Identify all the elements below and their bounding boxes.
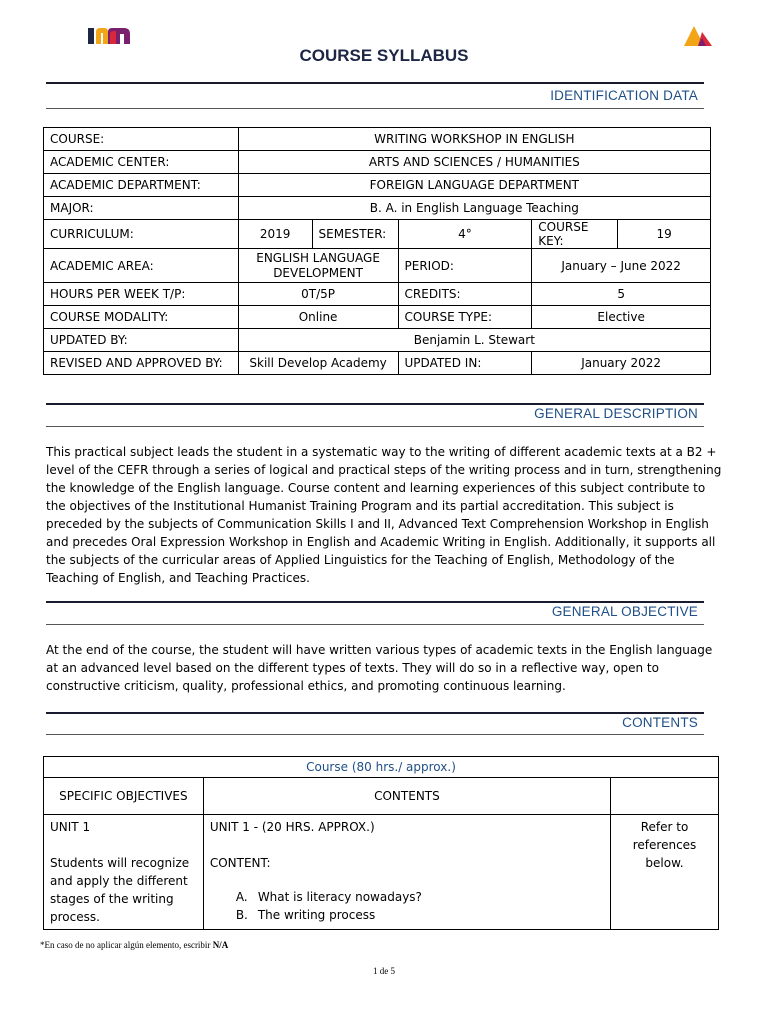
content-items (210, 888, 604, 924)
list-item: A. What is literacy nowadays? (235, 890, 422, 904)
revised-value: Skill Develop Academy (238, 352, 398, 375)
section-title-general-description: GENERAL DESCRIPTION (534, 406, 698, 421)
course-value: WRITING WORKSHOP IN ENGLISH (238, 128, 710, 151)
unit-heading: UNIT 1 - (20 HRS. APPROX.) (209, 820, 375, 834)
updated-in-value: January 2022 (532, 352, 711, 375)
table-row (44, 128, 711, 151)
credits-value: 5 (532, 283, 711, 306)
updated-by-value: Benjamin L. Stewart (238, 329, 710, 352)
academic-department-value: FOREIGN LANGUAGE DEPARTMENT (238, 174, 710, 197)
table-row (44, 174, 711, 197)
section-divider (46, 601, 704, 603)
course-label: COURSE: (44, 128, 239, 151)
updated-by-label: UPDATED BY: (44, 329, 239, 352)
section-title-identification: IDENTIFICATION DATA (550, 88, 698, 103)
section-title-contents: CONTENTS (622, 715, 698, 730)
section-divider (46, 403, 704, 405)
contents-table (43, 756, 719, 930)
table-row (44, 329, 711, 352)
footnote (40, 940, 228, 950)
table-row (44, 778, 719, 815)
academic-center-value: ARTS AND SCIENCES / HUMANITIES (238, 151, 710, 174)
section-divider (46, 108, 704, 109)
table-row (44, 352, 711, 375)
revised-label: REVISED AND APPROVED BY: (44, 352, 239, 375)
footnote-text: *En caso de no aplicar algún elemento, escribir (40, 940, 211, 950)
table-row (44, 151, 711, 174)
section-divider (46, 734, 704, 735)
triangle-logo-icon (684, 26, 714, 48)
footnote-value: N/A (212, 940, 229, 950)
table-row (44, 249, 711, 283)
table-row (44, 220, 711, 249)
table-row (44, 306, 711, 329)
hours-label: HOURS PER WEEK T/P: (44, 283, 239, 306)
updated-in-label: UPDATED IN: (398, 352, 532, 375)
period-label: PERIOD: (398, 249, 532, 283)
section-title-general-objective: GENERAL OBJECTIVE (551, 604, 698, 619)
unit-objective-cell (44, 815, 204, 930)
page-title: COURSE SYLLABUS (299, 46, 469, 65)
academic-department-label: ACADEMIC DEPARTMENT: (44, 174, 239, 197)
course-key-label: COURSE KEY: (532, 220, 618, 249)
unit-label: UNIT 1 (50, 820, 91, 834)
unit-contents-cell (203, 815, 610, 930)
major-label: MAJOR: (44, 197, 239, 220)
table-row (44, 283, 711, 306)
academic-area-value: ENGLISH LANGUAGE DEVELOPMENT (238, 249, 398, 283)
section-divider (46, 82, 704, 84)
curriculum-value: 2019 (238, 220, 312, 249)
contents-caption: Course (80 hrs./ approx.) (44, 757, 719, 778)
list-item: B. The writing process (235, 908, 376, 922)
table-row (44, 757, 719, 778)
identification-table (43, 127, 711, 375)
section-divider (46, 426, 704, 427)
column-header-objectives: SPECIFIC OBJECTIVES (44, 778, 204, 815)
page-number: 1 de 5 (373, 966, 395, 976)
curriculum-label: CURRICULUM: (44, 220, 239, 249)
academic-area-label: ACADEMIC AREA: (44, 249, 239, 283)
table-row (44, 815, 719, 930)
course-type-label: COURSE TYPE: (398, 306, 532, 329)
major-value: B. A. in English Language Teaching (238, 197, 710, 220)
content-label: CONTENT: (209, 856, 271, 870)
period-value: January – June 2022 (532, 249, 711, 283)
course-key-value: 19 (618, 220, 711, 249)
academic-center-label: ACADEMIC CENTER: (44, 151, 239, 174)
hours-value: 0T/5P (238, 283, 398, 306)
modality-label: COURSE MODALITY: (44, 306, 239, 329)
modality-value: Online (238, 306, 398, 329)
semester-label: SEMESTER: (312, 220, 398, 249)
general-description-paragraph: This practical subject leads the student in a systematic way to the writing of different academic texts at a B2 + level of the CEFR through a series of logical and practical steps of the writing process and in turn, strengthening the knowledge of the English language. Course content and learning experiences of this subject contribute to the objectives of the Institutional Humanist Training Program and its partial accreditation. This subject is preceded by the subjects of Communication Skills I and II, Advanced Text Comprehension Workshop in English and precedes Oral Expression Workshop in English and Academic Writing in English. Additionally, it supports all the subjects of the curricular areas of Applied Linguistics for the Teaching of English, Methodology of the Teaching of English, and Teaching Practices. (46, 445, 722, 585)
section-divider (46, 624, 704, 625)
column-header-references (611, 778, 719, 815)
credits-label: CREDITS: (398, 283, 532, 306)
section-divider (46, 712, 704, 714)
unit-objective: Students will recognize and apply the different stages of the writing process. (50, 856, 190, 924)
semester-value: 4° (398, 220, 532, 249)
course-type-value: Elective (532, 306, 711, 329)
reference-note: Refer to references below. (611, 815, 719, 930)
column-header-contents: CONTENTS (203, 778, 610, 815)
institution-logo-icon (88, 26, 132, 46)
general-objective-paragraph: At the end of the course, the student will have written various types of academic texts in the English language at an advanced level based on the different types of texts. They will do so in a reflective way, open to constructive criticism, quality, professional ethics, and promoting continuous learning. (46, 643, 713, 693)
table-row (44, 197, 711, 220)
